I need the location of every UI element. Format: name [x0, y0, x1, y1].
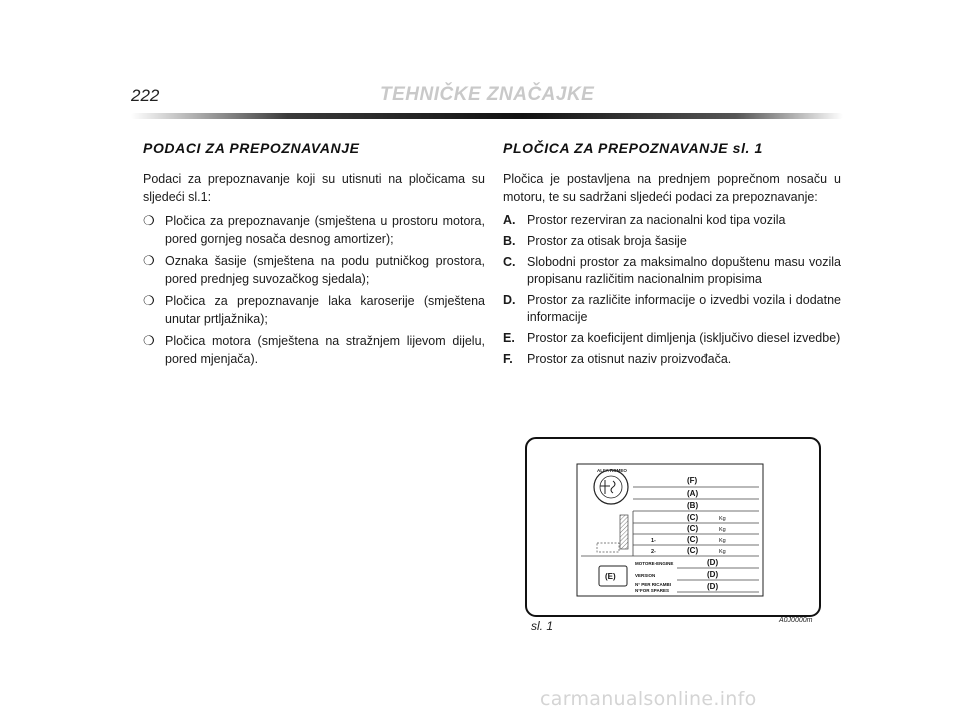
hatched-marking-area [620, 515, 628, 549]
logo-lettering: ALFA ROMEO [597, 468, 627, 473]
kg-unit: Kg [719, 538, 726, 544]
list-item [143, 332, 485, 368]
list-item-text: Oznaka šasije (smještena na podu putničkog prostora, pored prednjeg suvozačkog sjedala); [165, 254, 485, 286]
plate-label-ricambi: N° PER RICAMBI [635, 582, 672, 587]
list-item-text: Prostor za otisnut naziv proizvođača. [527, 352, 732, 366]
kg-unit: Kg [719, 516, 726, 522]
item-letter: A. [503, 213, 516, 227]
circle-bullet-icon: ❍ [143, 213, 155, 228]
list-item-text: Prostor za različite informacije o izvedbi vozila i dodatne informacije [527, 293, 841, 324]
list-item [143, 252, 485, 288]
plate-intro-paragraph: Pločica je postavljena na prednjem poprečnom nosaču u motoru, te su sadržani sljedeći podaci za prepoznavanje: [503, 172, 841, 204]
list-item-text: Prostor za koeficijent dimljenja (isključivo diesel izvedbe) [527, 331, 841, 345]
chapter-title: TEHNIČKE ZNAČAJKE [380, 84, 595, 105]
circle-bullet-icon: ❍ [143, 253, 155, 268]
watermark-text: carmanualsonline.info [540, 688, 757, 710]
axle-row-2: 2- [651, 549, 656, 555]
list-item-text: Pločica za prepoznavanje laka karoserije (smještena unutar prtljažnika); [165, 294, 485, 326]
right-column [503, 140, 841, 372]
plate-label-a: (A) [687, 489, 699, 498]
item-letter: B. [503, 234, 516, 248]
intro-paragraph: Podaci za prepoznavanje koji su utisnuti na pločicama su sljedeći sl.1: [143, 172, 485, 204]
identification-plate-diagram [527, 439, 819, 615]
left-column [143, 140, 485, 372]
axle-row-1: 1- [651, 538, 656, 544]
list-item [503, 330, 841, 347]
list-item-text: Slobodni prostor za maksimalno dopuštenu masu vozila propisanu različitim nacionalnim propisima [527, 255, 841, 286]
list-item [503, 212, 841, 229]
header-rule [131, 113, 843, 119]
item-letter: F. [503, 352, 513, 366]
figure-code: A0J0000m [779, 617, 813, 624]
identification-list [143, 212, 485, 368]
plate-label-d: (D) [707, 570, 719, 579]
plate-label-c: (C) [687, 524, 699, 533]
list-item-text: Pločica za prepoznavanje (smještena u prostoru motora, pored gornjeg nosača desnog amortizer); [165, 214, 485, 246]
page-number: 222 [131, 86, 160, 105]
figure-frame [525, 437, 821, 617]
plate-fields-list [503, 212, 841, 368]
kg-unit: Kg [719, 527, 726, 533]
plate-label-d: (D) [707, 558, 719, 567]
plate-label-b: (B) [687, 501, 699, 510]
circle-bullet-icon: ❍ [143, 333, 155, 348]
plate-label-c: (C) [687, 546, 699, 555]
list-item-text: Prostor za otisak broja šasije [527, 234, 687, 248]
list-item [503, 254, 841, 288]
kg-unit: Kg [719, 549, 726, 555]
list-item-text: Prostor rezerviran za nacionalni kod tipa vozila [527, 213, 786, 227]
circle-bullet-icon: ❍ [143, 293, 155, 308]
plate-label-spares: N°FOR SPARES [635, 588, 669, 593]
plate-label-motore: MOTORE-ENGINE [635, 561, 674, 566]
plate-label-c: (C) [687, 513, 699, 522]
item-letter: E. [503, 331, 515, 345]
plate-label-e: (E) [605, 572, 616, 581]
section-title-identification-plate: PLOČICA ZA PREPOZNAVANJE sl. 1 [503, 140, 763, 156]
plate-label-version: VERSION [635, 573, 656, 578]
list-item [503, 233, 841, 250]
figure-caption: sl. 1 [531, 619, 554, 633]
list-item-text: Pločica motora (smještena na stražnjem lijevom dijelu, pored mjenjača). [165, 334, 485, 366]
list-item [143, 292, 485, 328]
plate-label-f: (F) [687, 476, 698, 485]
list-item [503, 292, 841, 326]
list-item [143, 212, 485, 248]
plate-label-d: (D) [707, 582, 719, 591]
plate-label-c: (C) [687, 535, 699, 544]
list-item [503, 351, 841, 368]
item-letter: C. [503, 255, 516, 269]
item-letter: D. [503, 293, 516, 307]
section-title-identification-data: PODACI ZA PREPOZNAVANJE [143, 140, 360, 156]
